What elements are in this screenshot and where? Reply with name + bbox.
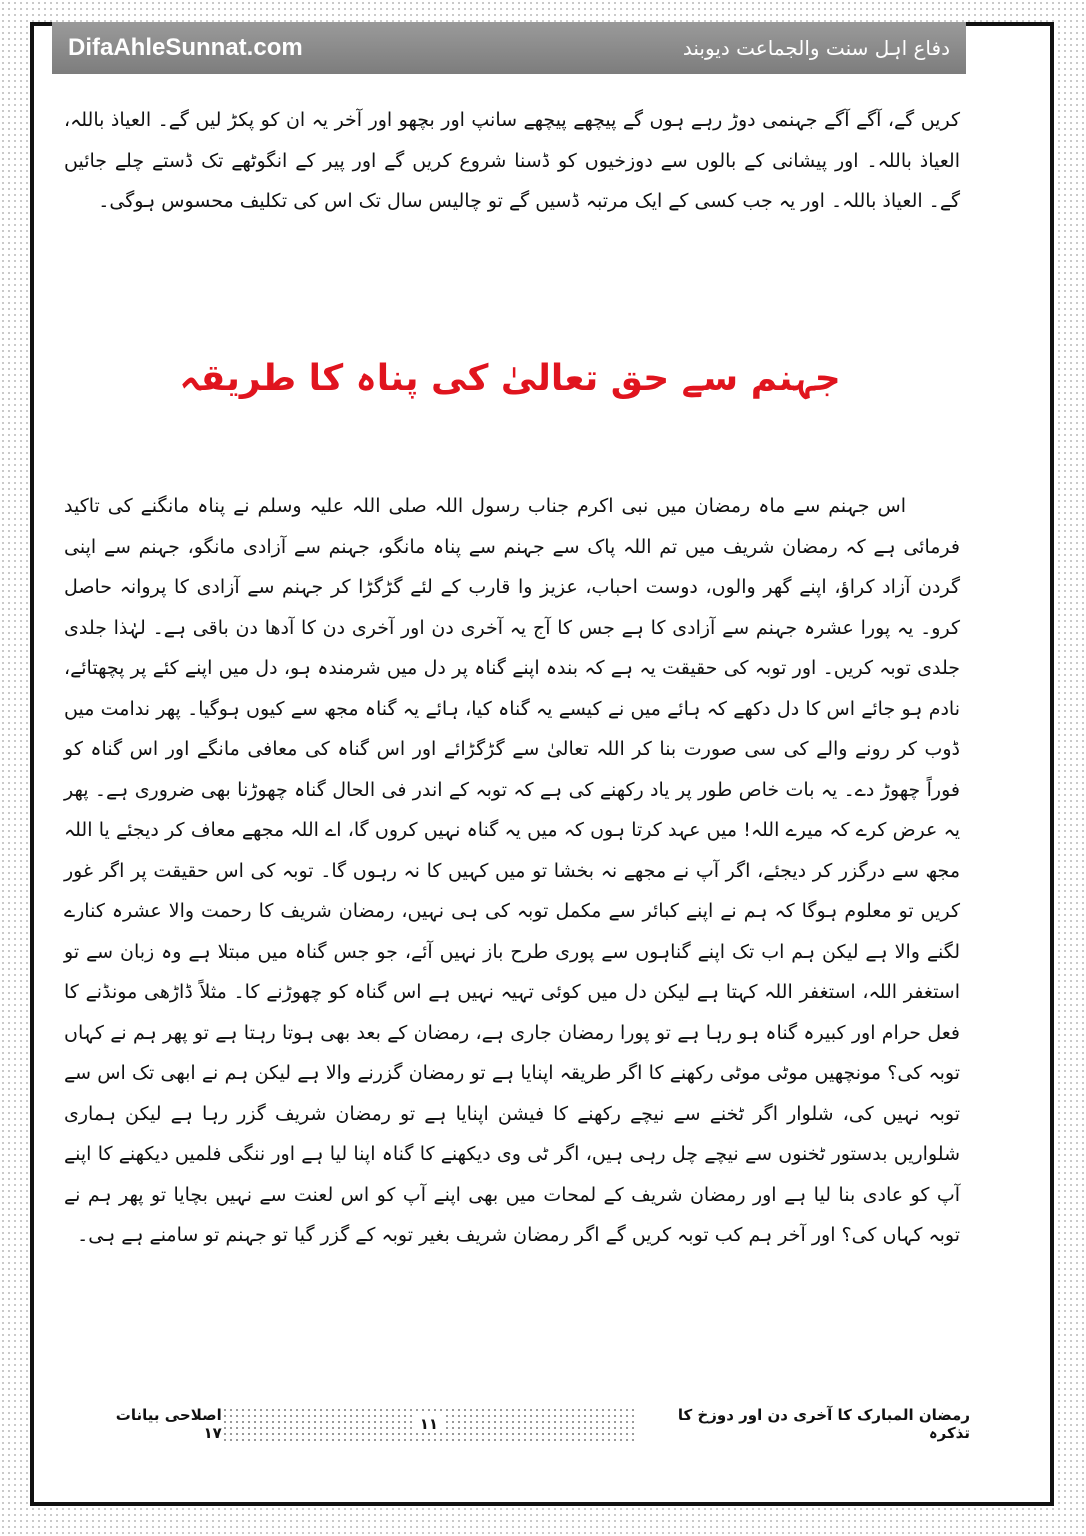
site-name: DifaAhleSunnat.com [68, 34, 303, 61]
page-header [52, 22, 966, 74]
page-number: ۱۱ [412, 1415, 446, 1433]
section-heading: جہنم سے حق تعالیٰ کی پناہ کا طریقہ [179, 358, 841, 399]
paragraph-main [64, 486, 960, 1256]
chapter-title: رمضان المبارک کا آخری دن اور دوزخ کا تذکرہ [677, 1406, 970, 1442]
paragraph-top [64, 100, 960, 222]
footer-dotted-band [222, 1407, 636, 1441]
paragraph-top-text: کریں گے، آگے آگے جہنمی دوڑ رہے ہوں گے پیچھے پیچھے سانپ اور بچھو اور آخر یہ ان کو پکڑ لیں گے۔ العیاذ باللہ، العیاذ باللہ۔ اور پیشانی کے بالوں سے دوزخیوں کو ڈسنا شروع کریں گے اور پیر کے انگوٹھے تک ڈستے چلے جائیں گے۔ العیاذ باللہ۔ اور یہ جب کسی کے ایک مرتبہ ڈسیں گے تو چالیس سال تک اس کی تکلیف محسوس ہوگی۔ [64, 109, 960, 212]
site-urdu-name: دفاع اہل سنت والجماعت دیوبند [682, 36, 950, 60]
paragraph-main-text: اس جہنم سے ماہ رمضان میں نبی اکرم جناب رسول اللہ صلی اللہ علیہ وسلم نے پناہ مانگنے کی تاکید فرمائی ہے کہ رمضان شریف میں تم اللہ پاک سے جہنم سے پناہ مانگو، جہنم سے آزادی مانگو، جہنم سے اپنی گردن آزاد کراؤ، اپنے گھر والوں، دوست احباب، عزیز وا قارب کے لئے گڑگڑا کر جہنم سے آزادی کا پروانہ حاصل کرو۔ یہ پورا عشرہ جہنم سے آزادی کا ہے جس کا آج یہ آخری دن اور آخری دن کا آدھا دن باقی ہے۔ لہٰذا جلدی جلدی توبہ کریں۔ اور توبہ کی حقیقت یہ ہے کہ بندہ اپنے گناہ پر دل میں شرمندہ ہو، دل میں اپنے کئے پر پچھتائے، نادم ہو جائے اس کا دل دکھے کہ ہائے میں نے کیسے یہ گناہ کیا، ہائے یہ گناہ مجھ سے کیوں ہوگیا۔ پھر ندامت میں ڈوب کر رونے والے کی سی صورت بنا کر اللہ تعالیٰ سے گڑگڑائے اور اس گناہ کی معافی مانگے اور اس گناہ کو فوراً چھوڑ دے۔ یہ بات خاص طور پر یاد رکھنے کی ہے کہ توبہ کے اندر فی الحال گناہ چھوڑنا بھی ضروری ہے۔ پھر یہ عرض کرے کہ میرے اللہ! میں عہد کرتا ہوں کہ میں یہ گناہ نہیں کروں گا، اے اللہ مجھے معاف کر دیجئے یا اللہ مجھ سے درگزر کر دیجئے، اگر آپ نے مجھے نہ بخشا تو میں کہیں کا نہ رہوں گا۔ توبہ کی اس حقیقت پر اگر غور کریں تو معلوم ہوگا کہ ہم نے اپنے کبائر سے مکمل توبہ کی ہی نہیں، رمضان شریف کا رحمت والا عشرہ کنارے لگنے والا ہے لیکن ہم اب تک اپنے گناہوں سے پوری طرح باز نہیں آئے، جو جس گناہ میں مبتلا ہے وہ زبان سے تو استغفر اللہ، استغفر اللہ کہتا ہے لیکن دل میں کوئی تہیہ نہیں ہے اس گناہ کو چھوڑنے کا۔ مثلاً ڈاڑھی مونڈنے کا فعل حرام اور کبیرہ گناہ ہو رہا ہے تو پورا رمضان جاری ہے، رمضان کے بعد بھی ہوتا رہتا ہے تو پھر ہم نے کہاں توبہ کی؟ مونچھیں موٹی موٹی رکھنے کا اگر طریقہ اپنایا ہے تو رمضان گزرنے والا ہے لیکن ہم نے ابھی تک اس سے توبہ نہیں کی، شلوار اگر ٹخنے سے نیچے رکھنے کا فیشن اپنایا ہے تو رمضان شریف گزر رہا ہے لیکن ہماری شلواریں بدستور ٹخنوں سے نیچے چل رہی ہیں، اگر ٹی وی دیکھنے کا گناہ اپنا لیا ہے اور ننگی فلمیں دیکھنے کا اپنے آپ کو عادی بنا لیا ہے اور رمضان شریف کے لمحات میں بھی اپنے آپ کو اس لعنت سے نہیں بچایا تو پھر ہم نے توبہ کہاں کی؟ اور آخر ہم کب توبہ کریں گے اگر رمضان شریف بغیر توبہ کے گزر گیا تو جہنم تو سامنے ہے ہی۔ [64, 495, 960, 1246]
book-title: اصلاحی بیانات ۱۷ [115, 1406, 222, 1442]
page-footer [94, 1402, 970, 1446]
